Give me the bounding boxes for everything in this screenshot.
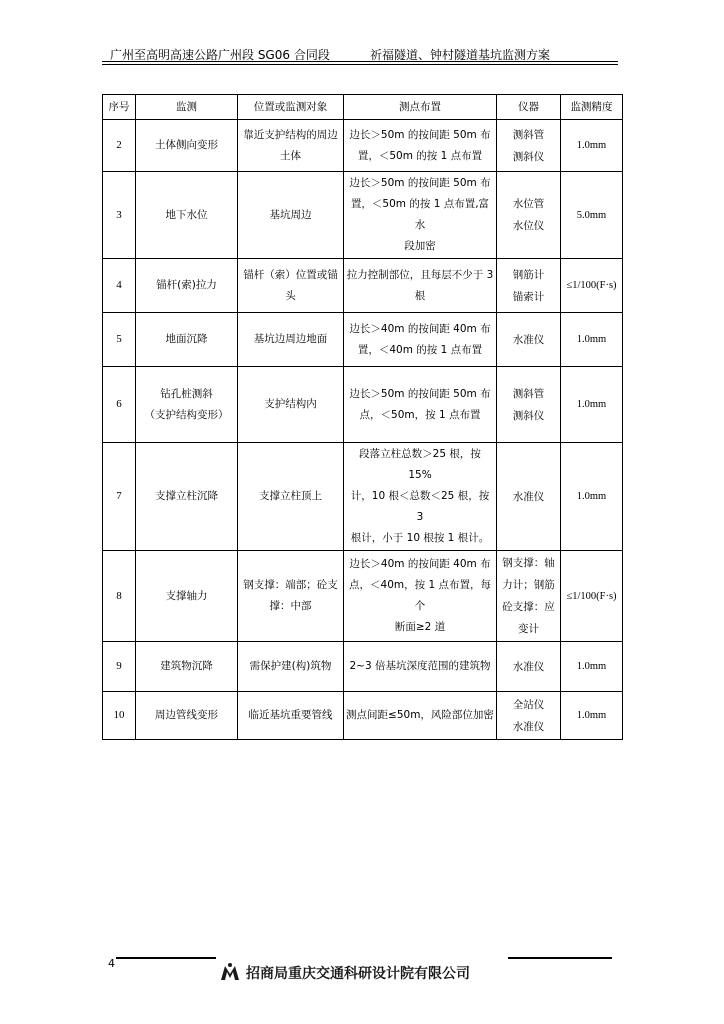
footer-rule-left xyxy=(116,957,216,959)
monitoring-item-line: 建筑物沉降 xyxy=(160,660,213,672)
col-header-no: 序号 xyxy=(103,95,136,120)
point-layout xyxy=(344,642,497,692)
header-document-title: 祈福隧道、钟村隧道基坑监测方案 xyxy=(370,48,551,62)
point-layout-line: 边长＞50m 的按间距 50m 布 xyxy=(349,128,491,141)
row-number: 4 xyxy=(103,259,136,313)
monitoring-location xyxy=(238,642,344,692)
location-line: 基坑周边 xyxy=(269,208,312,221)
table-row xyxy=(103,367,623,443)
monitoring-item xyxy=(136,367,238,443)
row-number: 6 xyxy=(103,367,136,443)
location-line: 土体 xyxy=(280,149,301,162)
col-header-location: 位置或监测对象 xyxy=(238,95,344,120)
monitoring-location xyxy=(238,692,344,740)
table-row xyxy=(103,692,623,740)
table-row xyxy=(103,443,623,551)
instrument-line: 水准仪 xyxy=(512,333,545,346)
location-line: 基坑边周边地面 xyxy=(253,333,328,345)
monitoring-location xyxy=(238,443,344,551)
page-number: 4 xyxy=(108,957,115,970)
instrument-line: 水准仪 xyxy=(512,660,545,673)
instrument-line: 砼支撑：应 xyxy=(502,601,555,613)
row-number: 8 xyxy=(103,551,136,642)
precision: 1.0mm xyxy=(561,367,623,443)
location-line: 支护结构内 xyxy=(264,398,317,410)
point-layout-line: 计，10 根＜总数＜25 根，按 3 xyxy=(350,490,490,523)
table-header-row xyxy=(103,95,623,120)
instrument-line: 钢支撑：轴 xyxy=(502,557,555,569)
instrument xyxy=(497,551,561,642)
location-line: 头 xyxy=(285,289,296,302)
monitoring-item xyxy=(136,642,238,692)
row-number: 5 xyxy=(103,313,136,367)
point-layout-line: 置，＜50m 的按 1 点布置 xyxy=(357,149,483,162)
table-row xyxy=(103,642,623,692)
point-layout xyxy=(344,172,497,259)
col-header-precision: 监测精度 xyxy=(561,95,623,120)
instrument-line: 测斜管 xyxy=(512,387,545,400)
china-merchants-logo-icon xyxy=(219,962,241,982)
monitoring-item-line: 地面沉降 xyxy=(165,333,208,345)
monitoring-location xyxy=(238,367,344,443)
row-number: 10 xyxy=(103,692,136,740)
precision: 1.0mm xyxy=(561,642,623,692)
monitoring-item-line: （支护结构变形） xyxy=(144,408,229,421)
point-layout xyxy=(344,367,497,443)
instrument-line: 水准仪 xyxy=(512,720,545,733)
header-rule xyxy=(102,61,618,62)
location-line: 钢支撑：端部；砼支 xyxy=(243,579,338,591)
table-row xyxy=(103,259,623,313)
point-layout-line: 点，＜50m，按 1 点布置 xyxy=(359,408,481,421)
location-line: 撑：中部 xyxy=(269,600,312,612)
instrument xyxy=(497,172,561,259)
instrument-line: 全站仪 xyxy=(512,698,545,711)
point-layout-line: 段加密 xyxy=(404,240,436,252)
monitoring-item xyxy=(136,259,238,313)
point-layout-line: 边长＞50m 的按间距 50m 布 xyxy=(349,387,491,400)
point-layout-line: 点，＜40m，按 1 点布置，每个 xyxy=(349,579,491,612)
header-project-title: 广州至高明高速公路广州段 SG06 合同段 xyxy=(110,48,330,62)
monitoring-item-line: 支撑轴力 xyxy=(165,589,208,602)
precision: 1.0mm xyxy=(561,692,623,740)
point-layout-line: 断面≥2 道 xyxy=(394,621,446,633)
point-layout-line: 2~3 倍基坑深度范围的建筑物 xyxy=(349,660,491,672)
precision: 5.0mm xyxy=(561,172,623,259)
instrument xyxy=(497,259,561,313)
location-line: 锚杆（索）位置或锚 xyxy=(243,268,338,281)
point-layout-line: 置，＜50m 的按 1 点布置,富水 xyxy=(350,198,490,231)
point-layout-line: 根 xyxy=(414,289,426,302)
table-row xyxy=(103,172,623,259)
row-number: 3 xyxy=(103,172,136,259)
instrument xyxy=(497,120,561,172)
instrument xyxy=(497,642,561,692)
monitoring-location xyxy=(238,172,344,259)
point-layout-line: 拉力控制部位，且每层不少于 3 xyxy=(346,268,494,281)
monitoring-item-line: 钻孔桩测斜 xyxy=(160,387,213,400)
point-layout xyxy=(344,443,497,551)
point-layout-line: 边长＞50m 的按间距 50m 布 xyxy=(349,177,491,189)
monitoring-item xyxy=(136,692,238,740)
location-line: 临近基坑重要管线 xyxy=(248,709,333,721)
monitoring-item xyxy=(136,443,238,551)
table-row xyxy=(103,120,623,172)
footer-rule-right xyxy=(508,957,612,959)
point-layout xyxy=(344,551,497,642)
precision: 1.0mm xyxy=(561,443,623,551)
instrument xyxy=(497,313,561,367)
monitoring-location xyxy=(238,259,344,313)
monitoring-item-line: 地下水位 xyxy=(165,208,208,221)
precision: 1.0mm xyxy=(561,313,623,367)
col-header-instrument: 仪器 xyxy=(497,95,561,120)
instrument-line: 测斜管 xyxy=(512,128,545,141)
location-line: 需保护建(构)筑物 xyxy=(249,660,332,672)
monitoring-item-line: 锚杆(索)拉力 xyxy=(156,279,217,291)
instrument-line: 水位管 xyxy=(512,198,545,210)
point-layout-line: 置，＜40m 的按 1 点布置 xyxy=(357,343,483,356)
point-layout-line: 边长＞40m 的按间距 40m 布 xyxy=(349,558,491,570)
monitoring-table xyxy=(102,94,623,740)
monitoring-item xyxy=(136,313,238,367)
precision: 1.0mm xyxy=(561,120,623,172)
table-row xyxy=(103,313,623,367)
instrument-line: 钢筋计 xyxy=(512,268,545,281)
instrument-line: 水准仪 xyxy=(512,490,545,503)
point-layout xyxy=(344,313,497,367)
location-line: 靠近支护结构的周边 xyxy=(243,128,338,141)
point-layout-line: 测点间距≤50m，风险部位加密 xyxy=(346,709,494,721)
point-layout-line: 边长＞40m 的按间距 40m 布 xyxy=(349,322,491,335)
col-header-points: 测点布置 xyxy=(344,95,497,120)
point-layout xyxy=(344,692,497,740)
instrument-line: 测斜仪 xyxy=(512,409,545,422)
monitoring-item xyxy=(136,551,238,642)
precision: ≤1/100(F·s) xyxy=(561,551,623,642)
table-row xyxy=(103,551,623,642)
monitoring-location xyxy=(238,551,344,642)
instrument-line: 变计 xyxy=(518,623,539,635)
footer-company-name: 招商局重庆交通科研设计院有限公司 xyxy=(246,966,470,982)
monitoring-location xyxy=(238,120,344,172)
point-layout xyxy=(344,120,497,172)
instrument xyxy=(497,367,561,443)
monitoring-location xyxy=(238,313,344,367)
instrument xyxy=(497,443,561,551)
instrument-line: 力计；钢筋 xyxy=(502,579,555,591)
monitoring-item xyxy=(136,120,238,172)
instrument xyxy=(497,692,561,740)
point-layout-line: 根计，小于 10 根按 1 根计。 xyxy=(350,532,490,544)
instrument-line: 测斜仪 xyxy=(512,150,545,163)
location-line: 支撑立柱顶上 xyxy=(259,490,322,502)
monitoring-item-line: 周边管线变形 xyxy=(155,709,218,721)
header-rule-inner xyxy=(102,64,618,65)
point-layout-line: 段落立柱总数＞25 根，按 15% xyxy=(359,448,481,481)
precision: ≤1/100(F·s) xyxy=(561,259,623,313)
row-number: 9 xyxy=(103,642,136,692)
row-number: 2 xyxy=(103,120,136,172)
monitoring-item-line: 支撑立柱沉降 xyxy=(155,490,218,502)
monitoring-item-line: 土体侧向变形 xyxy=(155,139,218,151)
col-header-item: 监测 xyxy=(136,95,238,120)
instrument-line: 锚索计 xyxy=(512,290,545,303)
point-layout xyxy=(344,259,497,313)
monitoring-item xyxy=(136,172,238,259)
row-number: 7 xyxy=(103,443,136,551)
instrument-line: 水位仪 xyxy=(512,220,545,232)
